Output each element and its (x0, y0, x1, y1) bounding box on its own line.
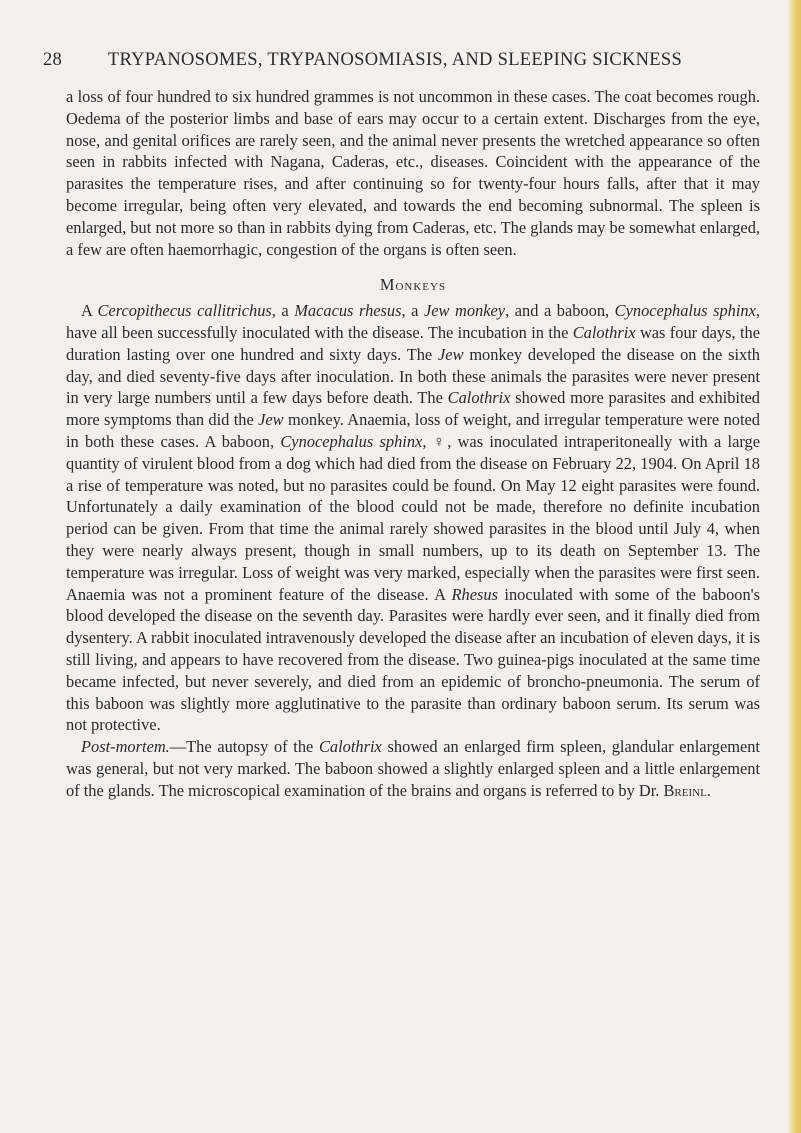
text-run: A (81, 301, 98, 321)
species-name: Jew monkey (423, 301, 506, 321)
species-name: Cynocephalus sphinx (280, 431, 423, 451)
text-run: , have all been successfully inoculated with the disease. The incubation in the (66, 301, 760, 342)
paragraph-3 (66, 736, 760, 801)
text-run: —The autopsy of the (169, 737, 319, 757)
page-edge (787, 0, 801, 1133)
text-run: . (706, 780, 711, 800)
text-run: , a (271, 301, 295, 321)
text-run: showed an enlarged firm spleen, glandular enlargement was general, but not very marked. The baboon showed a slightly enlarged spleen and a little enlargement of the glands. The microscopical examination of the brains and organs is referred to by Dr. (66, 737, 760, 800)
text-run: was four days, the duration lasting over one hundred and sixty days. The (66, 322, 760, 364)
section-heading: Monkeys (379, 275, 447, 295)
page-number: 28 (43, 50, 63, 70)
post-mortem-label: Post-mortem. (81, 737, 170, 757)
body-text (66, 86, 760, 802)
species-name: Jew (438, 344, 464, 364)
text-run: showed more parasites and exhibited more symptoms than did the (66, 388, 760, 430)
species-name: Calothrix (447, 388, 511, 408)
text-run: inoculated with some of the baboon's blood developed the disease on the seventh day. Parasites were hardly ever seen, and it finally died from dysentery. A rabbit inoculated intravenously developed the disease after an incubation of eleven days, it is still living, and appears to have recovered from the disease. Two guinea-pigs inoculated at the same time became infected, but never severely, and died from an epidemic of broncho-pneumonia. The serum of this baboon was slightly more agglutinative to the parasite than ordinary baboon serum. Its serum was not protective. (66, 584, 761, 735)
species-name: Cynocephalus sphinx (614, 301, 756, 321)
author-name: Breinl (663, 780, 707, 800)
text-run: , ♀, was inoculated intraperitoneally with a large quantity of virulent blood from a dog which had died from the disease on February 22, 1904. On April 18 a rise of temperature was noted, but no parasites could be found. On May 12 eight parasites were found. Unfortunately a daily examination of the blood could not be made, therefore no definite incubation period can be given. From that time the animal rarely showed parasites in the blood until July 4, when they were nearly always present, though in small numbers, up to its death on September 13. The temperature was irregular. Loss of weight was very marked, especially when the parasites were first seen. Anaemia was not a prominent feature of the disease. A (66, 431, 760, 604)
running-header (0, 50, 790, 71)
paragraph-2 (66, 300, 760, 736)
species-name: Jew (258, 410, 284, 430)
species-name: Cercopithecus callitrichus (97, 301, 272, 321)
text-run: monkey developed the disease on the sixth day, and died seventy-five days after inoculation. In both these animals the parasites were never present in very large numbers until a few days before death. The (66, 344, 760, 408)
text-run: monkey. Anaemia, loss of weight, and irregular temperature were noted in both these cases. A baboon, (66, 410, 760, 451)
text-run: , and a baboon, (505, 301, 615, 321)
species-name: Calothrix (319, 737, 382, 757)
species-name: Rhesus (451, 584, 498, 604)
species-name: Calothrix (572, 322, 636, 342)
species-name: Macacus rhesus (294, 301, 402, 321)
running-title: TRYPANOSOMES, TRYPANOSOMIASIS, AND SLEEPING SICKNESS (107, 50, 683, 70)
paragraph-1: a loss of four hundred to six hundred grammes is not uncommon in these cases. The coat becomes rough. Oedema of the posterior limbs and base of ears may occur to a certain extent. Discharges from the eye, nose, and genital orifices are rarely seen, and the animal never presents the wretched appearance so often seen in rabbits infected with Nagana, Caderas, etc., diseases. Coincident with the appearance of the parasites the temperature rises, and after continuing so for twenty-four hours falls, after that it may become irregular, being often very elevated, and towards the end becoming subnormal. The spleen is enlarged, but not more so than in rabbits dying from Caderas, etc. The glands may be somewhat enlarged, a few are often haemorrhagic, congestion of the organs is often seen. (66, 87, 760, 259)
text-run: , a (401, 301, 424, 321)
